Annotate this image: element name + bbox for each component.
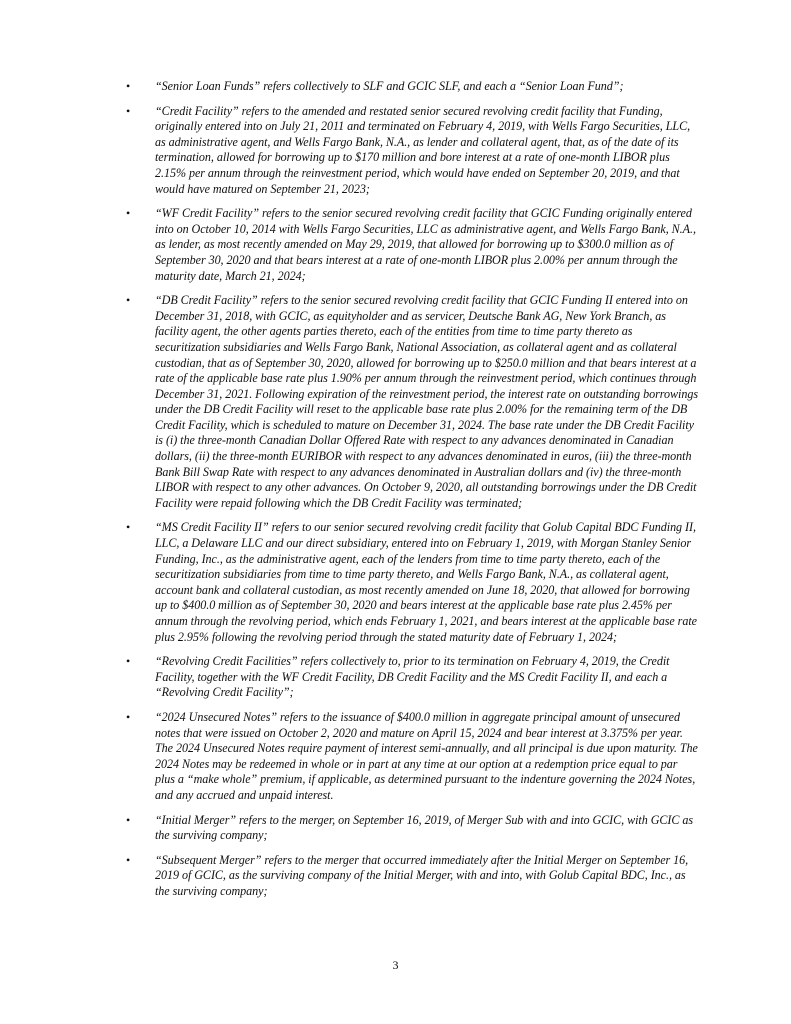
- definition-text: “DB Credit Facility” refers to the senior secured revolving credit facility that GCIC Funding II entered into on December 31, 2018, with GCIC, as equityholder and as servicer, Deutsche Bank AG, New York Branch, as facility agent, the other agents parties thereto, each of the entities from time to time party thereto as securitization subsidiaries and Wells Fargo Bank, National Association, as collateral agent and as collateral custodian, that as of September 30, 2020, allowed for borrowing up to $250.0 million and that bears interest at a rate of the applicable base rate plus 1.90% per annum through the reinvestment period, which continues through December 31, 2021. Following expiration of the reinvestment period, the interest rate on outstanding borrowings under the DB Credit Facility will reset to the applicable base rate plus 2.00% for the remaining term of the DB Credit Facility, which is scheduled to mature on December 31, 2024. The base rate under the DB Credit Facility is (i) the three-month Canadian Dollar Offered Rate with respect to any advances denominated in Canadian dollars, (ii) the three-month EURIBOR with respect to any advances denominated in euros, (iii) the three-month Bank Bill Swap Rate with respect to any advances denominated in Australian dollars and (iv) the three-month LIBOR with respect to any other advances. On October 9, 2020, all outstanding borrowings under the DB Credit Facility were repaid following which the DB Credit Facility was terminated;: [155, 293, 698, 510]
- definition-item-db-credit-facility: [118, 293, 698, 511]
- definition-text: “Senior Loan Funds” refers collectively to SLF and GCIC SLF, and each a “Senior Loan Fund”;: [155, 79, 624, 93]
- definition-item-2024-unsecured-notes: [118, 710, 698, 804]
- bullet-icon: •: [126, 206, 131, 221]
- bullet-icon: •: [126, 103, 131, 118]
- definition-item-initial-merger: [118, 813, 698, 844]
- bullet-icon: •: [126, 293, 131, 308]
- bullet-icon: •: [126, 852, 131, 867]
- bullet-icon: •: [126, 520, 131, 535]
- definition-item-subsequent-merger: [118, 853, 698, 900]
- definition-item-senior-loan-funds: [118, 79, 698, 95]
- bullet-icon: •: [126, 654, 131, 669]
- definition-text: “WF Credit Facility” refers to the senior secured revolving credit facility that GCIC Funding originally entered into on October 10, 2014 with Wells Fargo Securities, LLC as administrative agent, and Wells Fargo Bank, N.A., as lender, as most recently amended on May 29, 2019, that allowed for borrowing up to $300.0 million as of September 30, 2020 and that bears interest at a rate of one-month LIBOR plus 2.00% per annum through the maturity date, March 21, 2024;: [155, 206, 696, 283]
- definition-text: “MS Credit Facility II” refers to our senior secured revolving credit facility that Golub Capital BDC Funding II, LLC, a Delaware LLC and our direct subsidiary, entered into on February 1, 2019, with Morgan Stanley Senior Funding, Inc., as the administrative agent, each of the lenders from time to time party thereto, each of the securitization subsidiaries from time to time party thereto, and Wells Fargo Bank, N.A., as collateral agent, account bank and collateral custodian, as most recently amended on June 18, 2020, that allowed for borrowing up to $400.0 million as of September 30, 2020 and bears interest at the applicable base rate plus 2.45% per annum through the revolving period, which ends February 1, 2021, and bears interest at the applicable base rate plus 2.95% following the revolving period through the stated maturity date of February 1, 2024;: [155, 520, 697, 644]
- definition-item-wf-credit-facility: [118, 206, 698, 284]
- bullet-icon: •: [126, 812, 131, 827]
- definition-item-credit-facility: [118, 104, 698, 198]
- definition-item-revolving-credit-facilities: [118, 654, 698, 701]
- definition-text: “Subsequent Merger” refers to the merger that occurred immediately after the Initial Merger on September 16, 2019 of GCIC, as the surviving company of the Initial Merger, with and into, with Golub Capital BDC, Inc., as the surviving company;: [155, 852, 689, 898]
- definition-text: “2024 Unsecured Notes” refers to the issuance of $400.0 million in aggregate principal amount of unsecured notes that were issued on October 2, 2020 and mature on April 15, 2024 and bear interest at 3.375% per year. The 2024 Unsecured Notes require payment of interest semi-annually, and all principal is due upon maturity. The 2024 Notes may be redeemed in whole or in part at any time at our option at a redemption price equal to par plus a “make whole” premium, if applicable, as determined pursuant to the indenture governing the 2024 Notes, and any accrued and unpaid interest.: [155, 709, 698, 802]
- bullet-icon: •: [126, 709, 131, 724]
- definitions-list: [118, 79, 698, 909]
- page-number: 3: [392, 958, 399, 972]
- definition-text: “Credit Facility” refers to the amended and restated senior secured revolving credit facility that Funding, originally entered into on July 21, 2011 and terminated on February 4, 2019, with Wells Fargo Securities, LLC, as administrative agent, and Wells Fargo Bank, N.A., as lender and collateral agent, that, as of the date of its termination, allowed for borrowing up to $170 million and bore interest at a rate of one-month LIBOR plus 2.15% per annum through the reinvestment period, which would have ended on September 20, 2019, and that would have matured on September 21, 2023;: [155, 103, 691, 196]
- definition-text: “Initial Merger” refers to the merger, on September 16, 2019, of Merger Sub with and into GCIC, with GCIC as the surviving company;: [155, 812, 694, 843]
- bullet-icon: •: [126, 79, 131, 93]
- definition-text: “Revolving Credit Facilities” refers collectively to, prior to its termination on February 4, 2019, the Credit Facility, together with the WF Credit Facility, DB Credit Facility and the MS Credit Facility II, and each a “Revolving Credit Facility”;: [155, 654, 670, 700]
- definition-item-ms-credit-facility-ii: [118, 520, 698, 645]
